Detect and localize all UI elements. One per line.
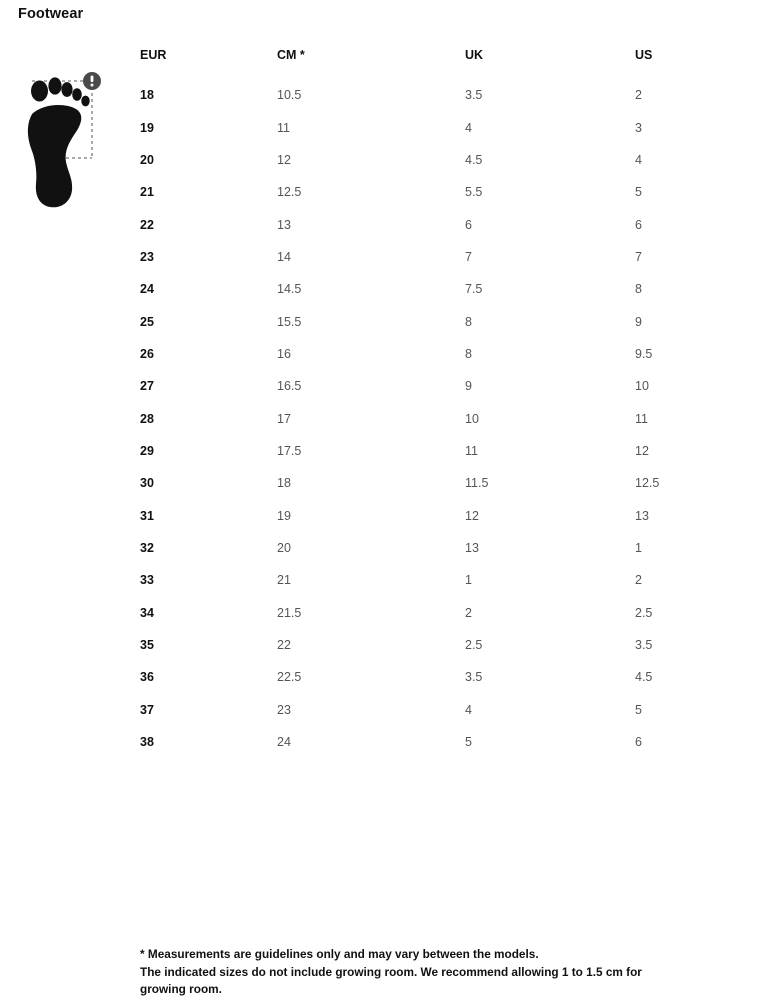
- marker-badge: [83, 72, 101, 90]
- foot-illustration-svg: [24, 62, 124, 217]
- cell-eur: 23: [140, 250, 154, 265]
- cell-eur: 18: [140, 88, 154, 103]
- cell-cm: 13: [277, 217, 291, 232]
- table-body: [140, 80, 740, 759]
- cell-us: 3: [635, 120, 642, 135]
- footnote-line-1: * Measurements are guidelines only and may vary between the models.: [140, 947, 539, 961]
- cell-us: 12: [635, 444, 649, 459]
- size-conversion-table: [140, 48, 740, 759]
- cell-cm: 14.5: [277, 282, 302, 297]
- cell-us: 6: [635, 735, 642, 750]
- cell-us: 1: [635, 541, 642, 556]
- cell-us: 10: [635, 379, 649, 394]
- cell-us: 8: [635, 282, 642, 297]
- cell-uk: 10: [465, 411, 479, 426]
- cell-eur: 38: [140, 735, 154, 750]
- cell-cm: 18: [277, 476, 291, 491]
- table-row: [140, 339, 740, 371]
- column-header-eur: EUR: [140, 48, 167, 62]
- cell-cm: 15.5: [277, 314, 302, 329]
- cell-uk: 8: [465, 347, 472, 362]
- cell-eur: 25: [140, 314, 154, 329]
- cell-eur: 20: [140, 152, 154, 167]
- cell-eur: 34: [140, 605, 154, 620]
- table-row: [140, 274, 740, 306]
- cell-cm: 16.5: [277, 379, 302, 394]
- cell-cm: 12: [277, 152, 291, 167]
- cell-eur: 32: [140, 541, 154, 556]
- table-row: [140, 371, 740, 403]
- cell-uk: 6: [465, 217, 472, 232]
- foot-measurement-diagram: [24, 62, 124, 217]
- cell-us: 3.5: [635, 638, 653, 653]
- cell-uk: 3.5: [465, 88, 483, 103]
- cell-eur: 24: [140, 282, 154, 297]
- cell-us: 7: [635, 250, 642, 265]
- cell-us: 13: [635, 508, 649, 523]
- cell-eur: 26: [140, 347, 154, 362]
- cell-us: 4.5: [635, 670, 653, 685]
- cell-eur: 22: [140, 217, 154, 232]
- cell-uk: 4: [465, 120, 472, 135]
- cell-us: 5: [635, 185, 642, 200]
- cell-eur: 35: [140, 638, 154, 653]
- cell-eur: 28: [140, 411, 154, 426]
- cell-us: 4: [635, 152, 642, 167]
- cell-eur: 31: [140, 508, 154, 523]
- cell-uk: 13: [465, 541, 479, 556]
- table-header: [140, 48, 740, 80]
- cell-uk: 7: [465, 250, 472, 265]
- cell-uk: 12: [465, 508, 479, 523]
- cell-cm: 11: [277, 120, 290, 135]
- cell-eur: 37: [140, 702, 154, 717]
- cell-cm: 17.5: [277, 444, 302, 459]
- cell-uk: 8: [465, 314, 472, 329]
- cell-cm: 16: [277, 347, 291, 362]
- table-row: [140, 598, 740, 630]
- cell-uk: 5: [465, 735, 472, 750]
- table-row: [140, 727, 740, 759]
- cell-uk: 9: [465, 379, 472, 394]
- cell-us: 2: [635, 573, 642, 588]
- cell-cm: 19: [277, 508, 291, 523]
- cell-uk: 7.5: [465, 282, 483, 297]
- cell-uk: 2: [465, 605, 472, 620]
- table-row: [140, 242, 740, 274]
- table-header-row: [140, 48, 740, 80]
- page-title: Footwear: [18, 6, 84, 22]
- cell-eur: 19: [140, 120, 154, 135]
- foot-sole: [28, 105, 81, 207]
- cell-cm: 21.5: [277, 605, 302, 620]
- cell-uk: 4.5: [465, 152, 483, 167]
- cell-uk: 2.5: [465, 638, 483, 653]
- table-row: [140, 145, 740, 177]
- cell-eur: 21: [140, 185, 154, 200]
- cell-cm: 17: [277, 411, 291, 426]
- table-row: [140, 436, 740, 468]
- table-row: [140, 209, 740, 241]
- cell-us: 5: [635, 702, 642, 717]
- column-header-cm: CM *: [277, 48, 305, 62]
- cell-us: 2: [635, 88, 642, 103]
- cell-us: 11: [635, 411, 648, 426]
- cell-eur: 33: [140, 573, 154, 588]
- cell-uk: 3.5: [465, 670, 483, 685]
- table-row: [140, 662, 740, 694]
- cell-us: 9.5: [635, 347, 653, 362]
- cell-cm: 12.5: [277, 185, 302, 200]
- table-row: [140, 468, 740, 500]
- cell-cm: 22.5: [277, 670, 302, 685]
- table-row: [140, 112, 740, 144]
- table-row: [140, 630, 740, 662]
- cell-uk: 11: [465, 444, 478, 459]
- cell-cm: 21: [277, 573, 291, 588]
- foot-toes: [31, 77, 90, 106]
- cell-uk: 4: [465, 702, 472, 717]
- cell-uk: 11.5: [465, 476, 489, 491]
- table-row: [140, 403, 740, 435]
- footnote-line-2: The indicated sizes do not include growing room. We recommend allowing 1 to 1.5 cm for: [140, 964, 642, 979]
- cell-eur: 29: [140, 444, 154, 459]
- cell-cm: 10.5: [277, 88, 302, 103]
- cell-cm: 22: [277, 638, 291, 653]
- table-row: [140, 533, 740, 565]
- cell-us: 12.5: [635, 476, 660, 491]
- table-row: [140, 695, 740, 727]
- footnote-line-3: growing room.: [140, 982, 222, 997]
- cell-eur: 30: [140, 476, 154, 491]
- cell-eur: 36: [140, 670, 154, 685]
- cell-cm: 20: [277, 541, 291, 556]
- footnote: [140, 946, 765, 999]
- cell-cm: 24: [277, 735, 291, 750]
- cell-eur: 27: [140, 379, 154, 394]
- table-row: [140, 80, 740, 112]
- table-row: [140, 177, 740, 209]
- column-header-us: US: [635, 48, 653, 62]
- cell-cm: 14: [277, 250, 291, 265]
- cell-us: 9: [635, 314, 642, 329]
- table-row: [140, 500, 740, 532]
- cell-cm: 23: [277, 702, 291, 717]
- cell-us: 6: [635, 217, 642, 232]
- table-row: [140, 565, 740, 597]
- column-header-uk: UK: [465, 48, 484, 62]
- cell-uk: 1: [465, 573, 472, 588]
- cell-uk: 5.5: [465, 185, 483, 200]
- table-row: [140, 306, 740, 338]
- cell-us: 2.5: [635, 605, 653, 620]
